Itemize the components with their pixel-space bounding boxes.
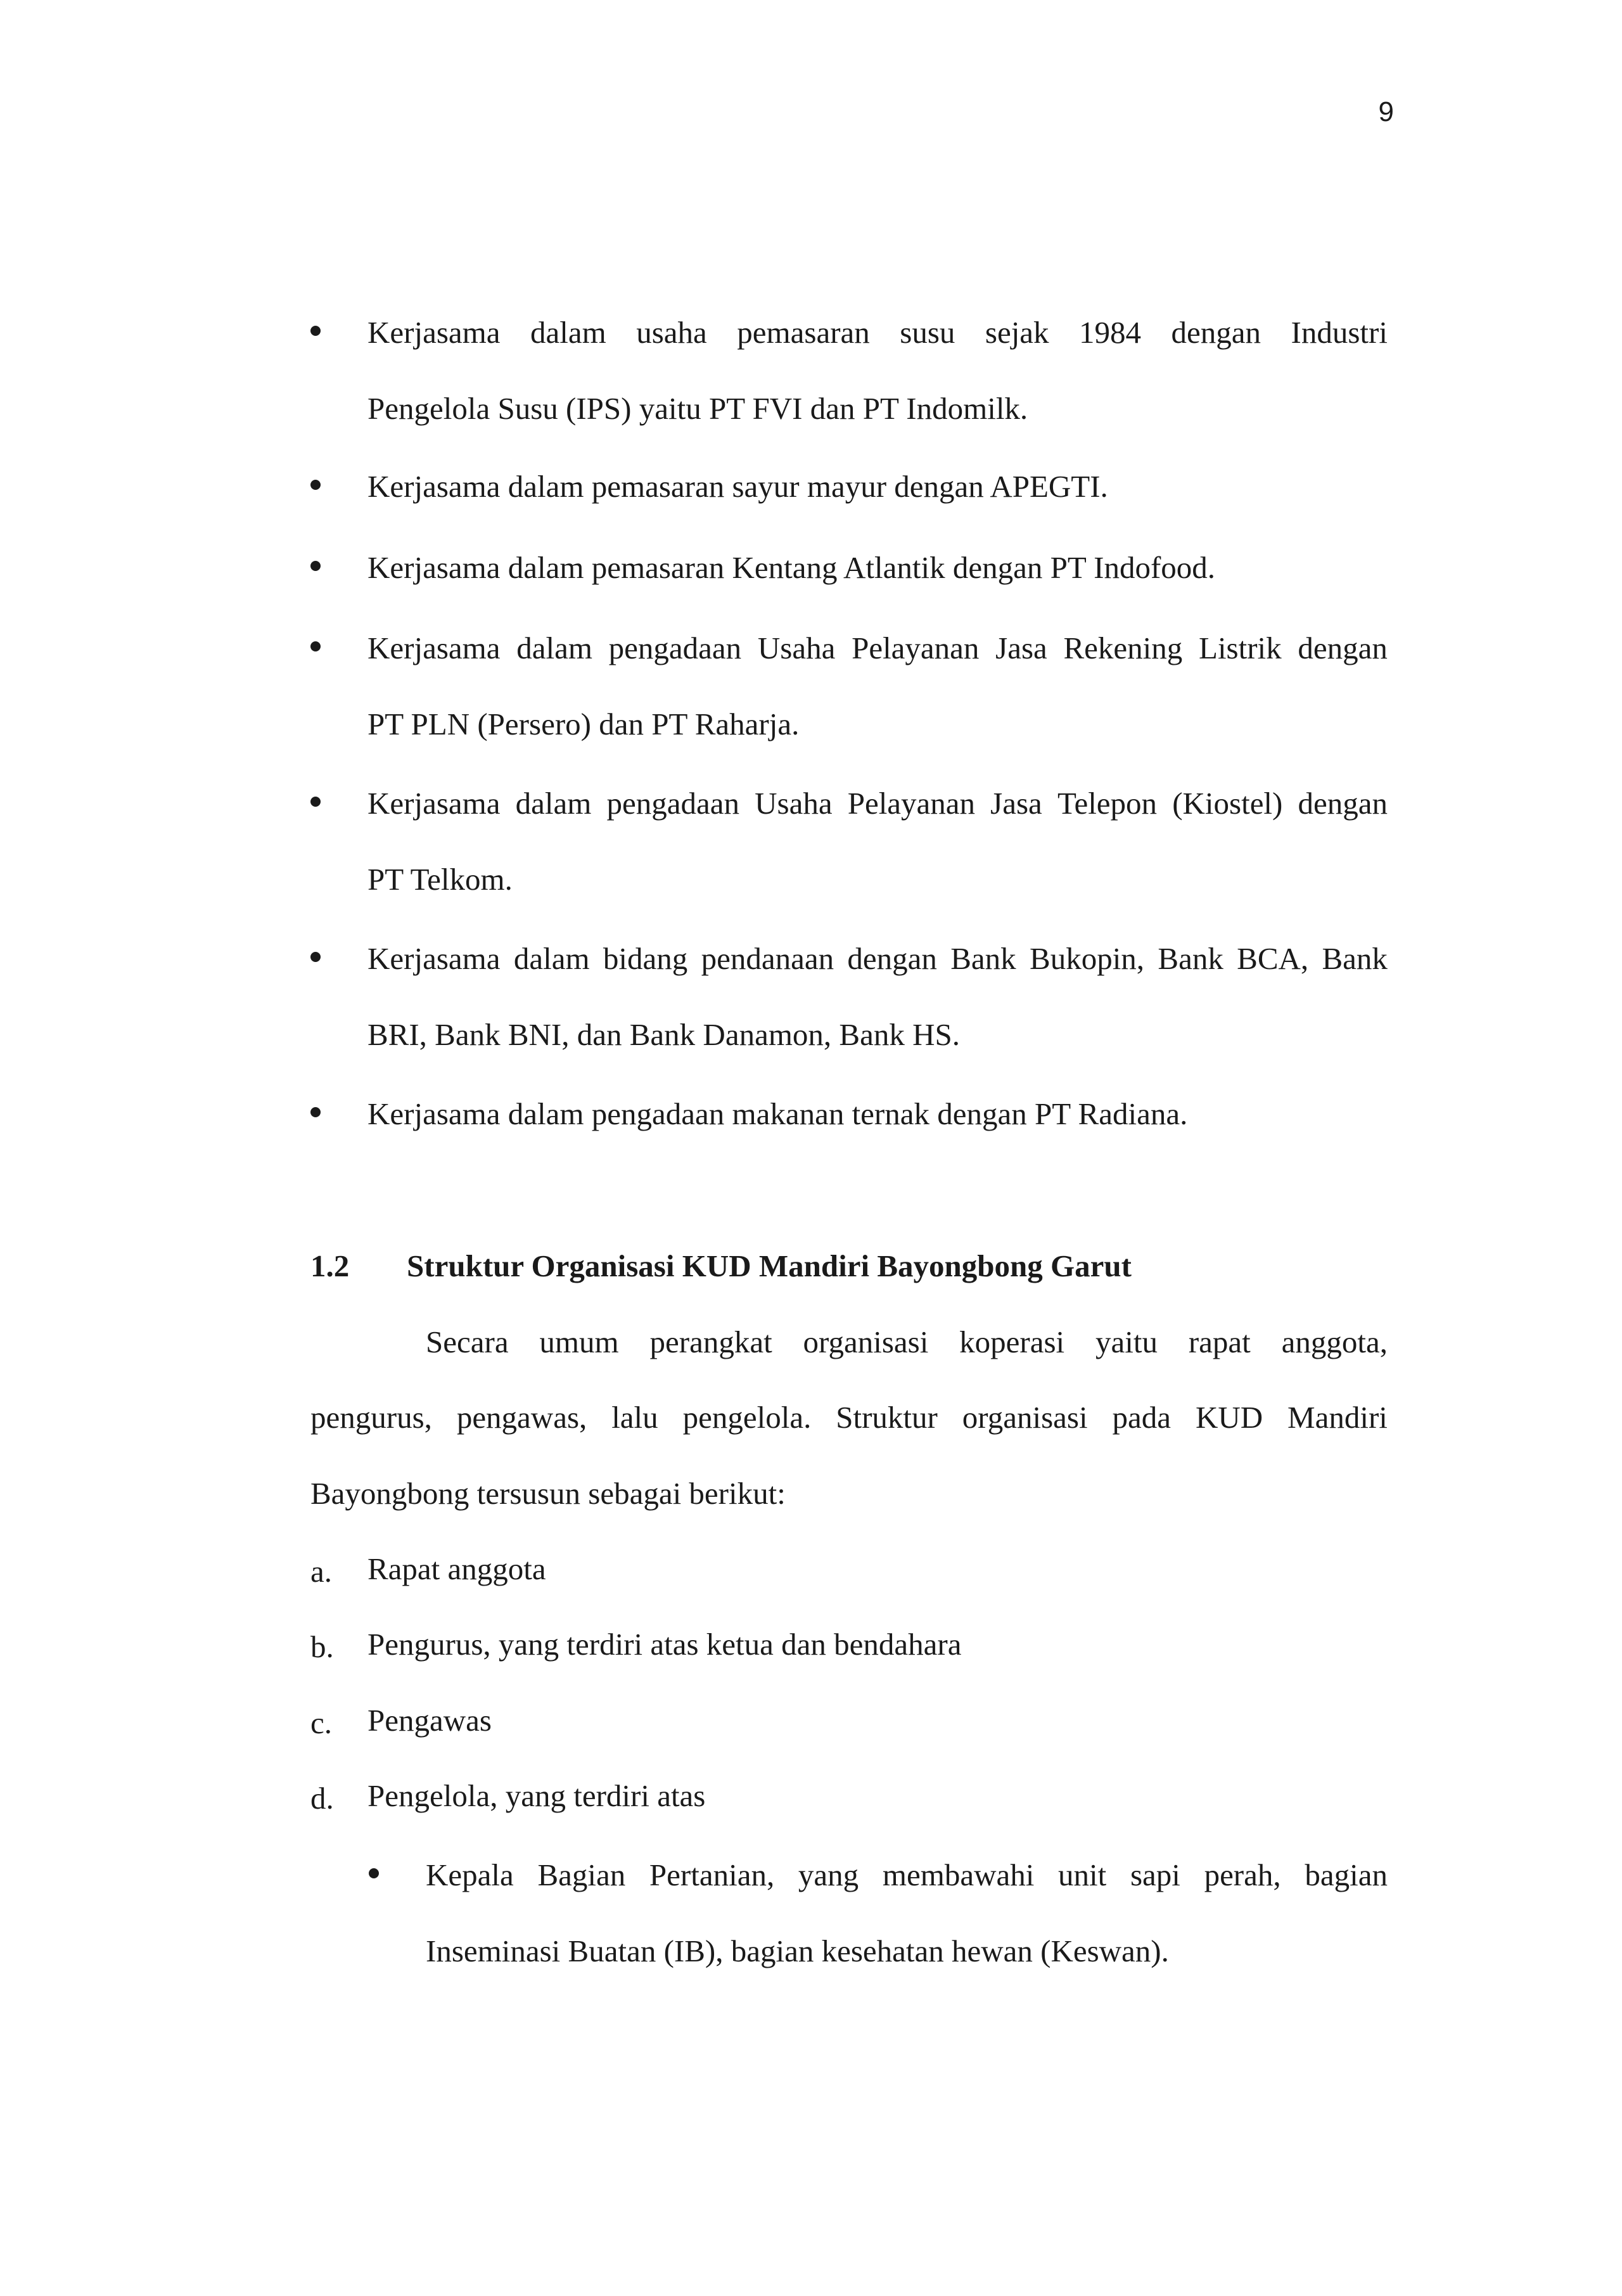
word: membawahi xyxy=(882,1857,1035,1892)
list-item: Pengawas xyxy=(367,1703,492,1738)
word: umum xyxy=(539,1324,619,1359)
word: bagian xyxy=(1305,1857,1388,1892)
word: Bank xyxy=(1322,941,1388,976)
word: pemasaran xyxy=(737,315,870,350)
sub-bullet-line xyxy=(426,1859,1388,1890)
word: Pelayanan xyxy=(847,786,976,821)
bullet-line: BRI, Bank BNI, dan Bank Danamon, Bank HS. xyxy=(367,1017,960,1052)
bullet-line xyxy=(367,632,1388,664)
word: usaha xyxy=(636,315,707,350)
sub-bullet-line: Inseminasi Buatan (IB), bagian kesehatan hewan (Keswan). xyxy=(426,1934,1169,1968)
word: organisasi xyxy=(803,1324,929,1359)
word: Jasa xyxy=(990,786,1042,821)
word: bidang xyxy=(603,941,688,976)
bullet-dot-icon xyxy=(310,641,321,651)
word: anggota, xyxy=(1281,1324,1388,1359)
word: perangkat xyxy=(649,1324,772,1359)
word: pengadaan xyxy=(608,631,742,665)
paragraph-line: Bayongbong tersusun sebagai berikut: xyxy=(310,1476,786,1511)
word: pengadaan xyxy=(606,786,739,821)
bullet-line xyxy=(367,788,1388,819)
bullet-line: Kerjasama dalam pemasaran Kentang Atlantik dengan PT Indofood. xyxy=(367,550,1216,585)
word: Usaha xyxy=(755,786,833,821)
word: Bank xyxy=(950,941,1016,976)
list-letter: d. xyxy=(310,1781,334,1816)
list-letter: a. xyxy=(310,1554,332,1589)
word: susu xyxy=(900,315,955,350)
bullet-dot-icon xyxy=(310,480,321,490)
bullet-line xyxy=(367,317,1388,348)
bullet-dot-icon xyxy=(310,561,321,571)
bullet-line: PT PLN (Persero) dan PT Raharja. xyxy=(367,707,800,741)
bullet-dot-icon xyxy=(369,1868,379,1878)
bullet-line xyxy=(367,943,1388,974)
word: Jasa xyxy=(995,631,1047,665)
word: yaitu xyxy=(1095,1324,1158,1359)
paragraph-line xyxy=(310,1402,1388,1433)
word: lalu xyxy=(611,1400,658,1435)
word: pengawas, xyxy=(456,1400,587,1435)
word: dalam xyxy=(530,315,606,350)
word: dengan xyxy=(1298,631,1388,665)
word: rapat xyxy=(1188,1324,1251,1359)
word: pengelola. xyxy=(682,1400,812,1435)
word: Rekening xyxy=(1063,631,1183,665)
word: dalam xyxy=(515,786,592,821)
word: KUD xyxy=(1195,1400,1263,1435)
word: organisasi xyxy=(962,1400,1088,1435)
bullet-dot-icon xyxy=(310,797,321,807)
word: Pertanian, xyxy=(649,1857,775,1892)
word: dengan xyxy=(847,941,937,976)
word: pendanaan xyxy=(701,941,834,976)
word: Usaha xyxy=(757,631,836,665)
word: Kerjasama xyxy=(367,631,501,665)
bullet-dot-icon xyxy=(310,1107,321,1117)
word: dalam xyxy=(516,631,592,665)
list-item: Pengurus, yang terdiri atas ketua dan bendahara xyxy=(367,1627,962,1662)
section-title: Struktur Organisasi KUD Mandiri Bayongbong Garut xyxy=(407,1248,1132,1283)
word: unit xyxy=(1058,1857,1107,1892)
word: dengan xyxy=(1298,786,1388,821)
word: Telepon xyxy=(1057,786,1158,821)
bullet-line: PT Telkom. xyxy=(367,862,513,897)
word: Listrik xyxy=(1199,631,1282,665)
bullet-dot-icon xyxy=(310,952,321,962)
list-item: Rapat anggota xyxy=(367,1551,546,1586)
word: dalam xyxy=(513,941,590,976)
section-number: 1.2 xyxy=(310,1248,350,1283)
bullet-line: Pengelola Susu (IPS) yaitu PT FVI dan PT Indomilk. xyxy=(367,391,1028,426)
word: koperasi xyxy=(959,1324,1065,1359)
word: pengurus, xyxy=(310,1400,432,1435)
list-letter: b. xyxy=(310,1629,334,1664)
bullet-dot-icon xyxy=(310,326,321,336)
page-number: 9 xyxy=(1378,96,1394,127)
word: perah, xyxy=(1204,1857,1281,1892)
bullet-line: Kerjasama dalam pengadaan makanan ternak dengan PT Radiana. xyxy=(367,1096,1188,1131)
word: Secara xyxy=(426,1324,509,1359)
list-letter: c. xyxy=(310,1705,332,1740)
word: Kerjasama xyxy=(367,941,501,976)
word: Bukopin, xyxy=(1030,941,1145,976)
word: Struktur xyxy=(836,1400,938,1435)
word: Kepala xyxy=(426,1857,514,1892)
word: Pelayanan xyxy=(852,631,980,665)
paragraph-line xyxy=(426,1326,1388,1357)
word: dengan xyxy=(1171,315,1261,350)
list-item: Pengelola, yang terdiri atas xyxy=(367,1778,706,1813)
word: Kerjasama xyxy=(367,315,501,350)
word: sapi xyxy=(1130,1857,1180,1892)
word: Kerjasama xyxy=(367,786,501,821)
word: 1984 xyxy=(1079,315,1142,350)
word: yang xyxy=(798,1857,859,1892)
word: Bank xyxy=(1158,941,1223,976)
word: Industri xyxy=(1291,315,1388,350)
bullet-line: Kerjasama dalam pemasaran sayur mayur dengan APEGTI. xyxy=(367,469,1108,504)
word: Mandiri xyxy=(1287,1400,1388,1435)
word: (Kiostel) xyxy=(1172,786,1283,821)
word: BCA, xyxy=(1237,941,1309,976)
word: pada xyxy=(1112,1400,1172,1435)
word: Bagian xyxy=(537,1857,626,1892)
word: sejak xyxy=(985,315,1049,350)
